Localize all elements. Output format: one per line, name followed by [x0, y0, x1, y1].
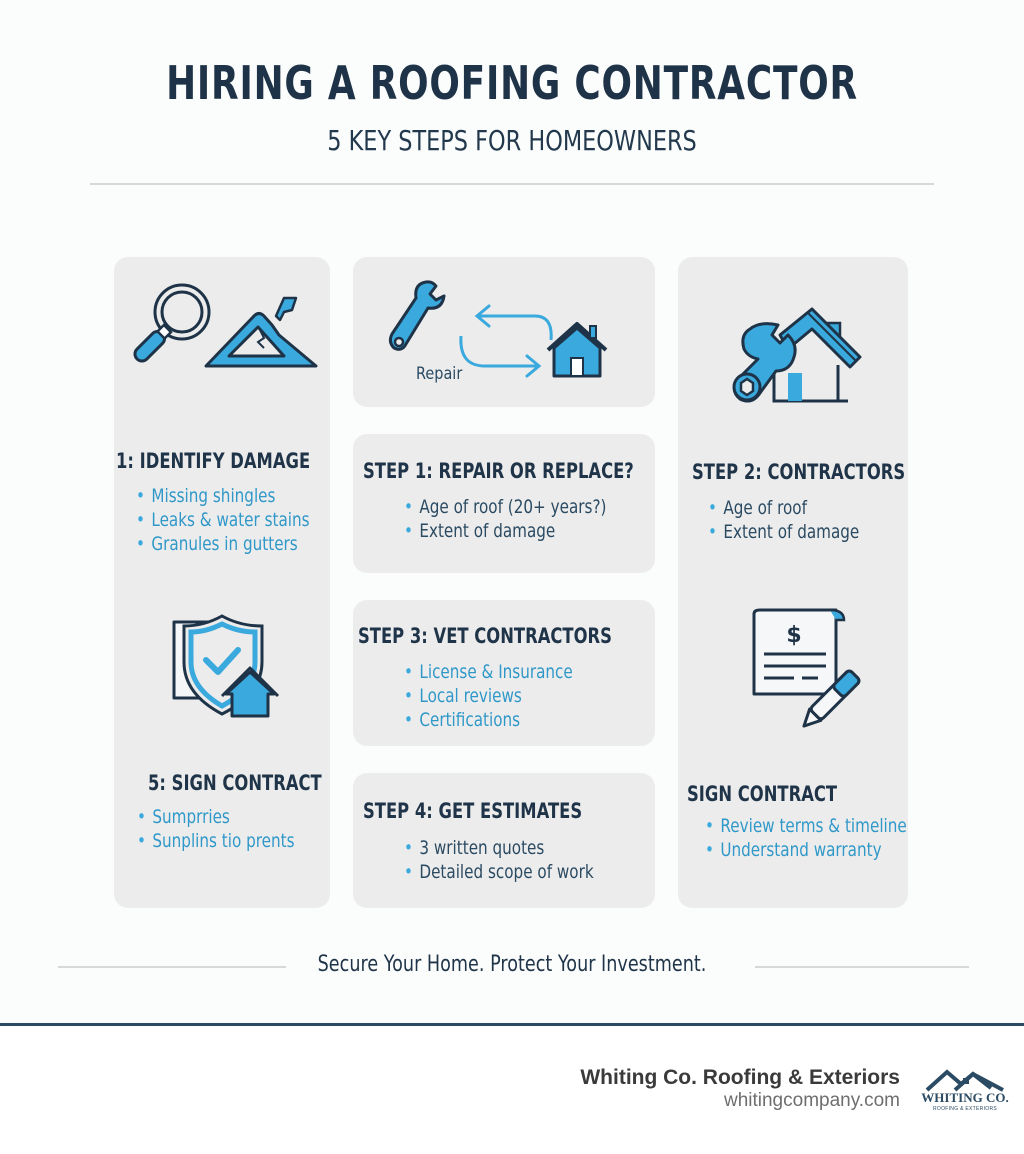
identify-bullets	[136, 484, 353, 556]
step3-bullets	[404, 660, 615, 732]
step5-bullets	[137, 805, 334, 853]
magnifier-roof-damage-icon	[124, 280, 319, 370]
wrench-icon	[386, 278, 448, 354]
step2-bullets	[708, 496, 897, 544]
sign-contract-heading: SIGN CONTRACT	[687, 782, 838, 806]
company-name: Whiting Co. Roofing & Exteriors	[580, 1066, 900, 1089]
sign-contract-bullets	[705, 814, 957, 862]
list-item: • Sumprries	[137, 805, 295, 829]
tagline: Secure Your Home. Protect Your Investment.	[317, 952, 707, 977]
list-item: • Sunplins tio prents	[137, 829, 295, 853]
list-item: • Detailed scope of work	[404, 860, 594, 884]
list-item: • Understand warranty	[705, 838, 907, 862]
list-item: • Missing shingles	[136, 484, 310, 508]
identify-heading: 1: IDENTIFY DAMAGE	[116, 449, 311, 473]
list-item: • Age of roof	[708, 496, 859, 520]
header-divider	[90, 183, 934, 185]
list-item: • Certifications	[404, 708, 573, 732]
wrench-house-icon	[730, 305, 865, 405]
list-item: • Local reviews	[404, 684, 573, 708]
step2-heading: STEP 2: CONTRACTORS	[692, 460, 906, 484]
tagline-divider-right	[755, 966, 969, 968]
repair-label: Repair	[416, 364, 463, 384]
house-icon	[546, 322, 608, 378]
step1-bullets	[404, 495, 657, 543]
list-item: • Extent of damage	[404, 519, 606, 543]
step4-heading: STEP 4: GET ESTIMATES	[363, 799, 583, 823]
list-item: • 3 written quotes	[404, 836, 594, 860]
step3-heading: STEP 3: VET CONTRACTORS	[358, 624, 612, 648]
roof-peaks-icon	[925, 1068, 1005, 1092]
company-logo	[920, 1068, 1010, 1118]
svg-text:$: $	[786, 623, 802, 648]
company-website-link[interactable]: whitingcompany.com	[723, 1090, 900, 1111]
list-item: • License & Insurance	[404, 660, 573, 684]
logo-name: WHITING CO.	[921, 1090, 1009, 1105]
list-item: • Leaks & water stains	[136, 508, 310, 532]
page-subtitle: 5 KEY STEPS FOR HOMEOWNERS	[327, 124, 697, 157]
page-title: HIRING A ROOFING CONTRACTOR	[166, 56, 858, 110]
list-item: • Review terms & timeline	[705, 814, 907, 838]
list-item: • Extent of damage	[708, 520, 859, 544]
step5-heading: 5: SIGN CONTRACT	[148, 771, 322, 795]
swap-arrows-icon	[455, 300, 560, 380]
step1-heading: STEP 1: REPAIR OR REPLACE?	[363, 459, 634, 483]
list-item: • Granules in gutters	[136, 532, 310, 556]
invoice-pen-icon	[750, 608, 862, 744]
list-item: • Age of roof (20+ years?)	[404, 495, 606, 519]
shield-check-house-icon	[170, 612, 282, 722]
step4-bullets	[404, 836, 641, 884]
logo-subtitle: ROOFING & EXTERIORS	[932, 1106, 998, 1112]
